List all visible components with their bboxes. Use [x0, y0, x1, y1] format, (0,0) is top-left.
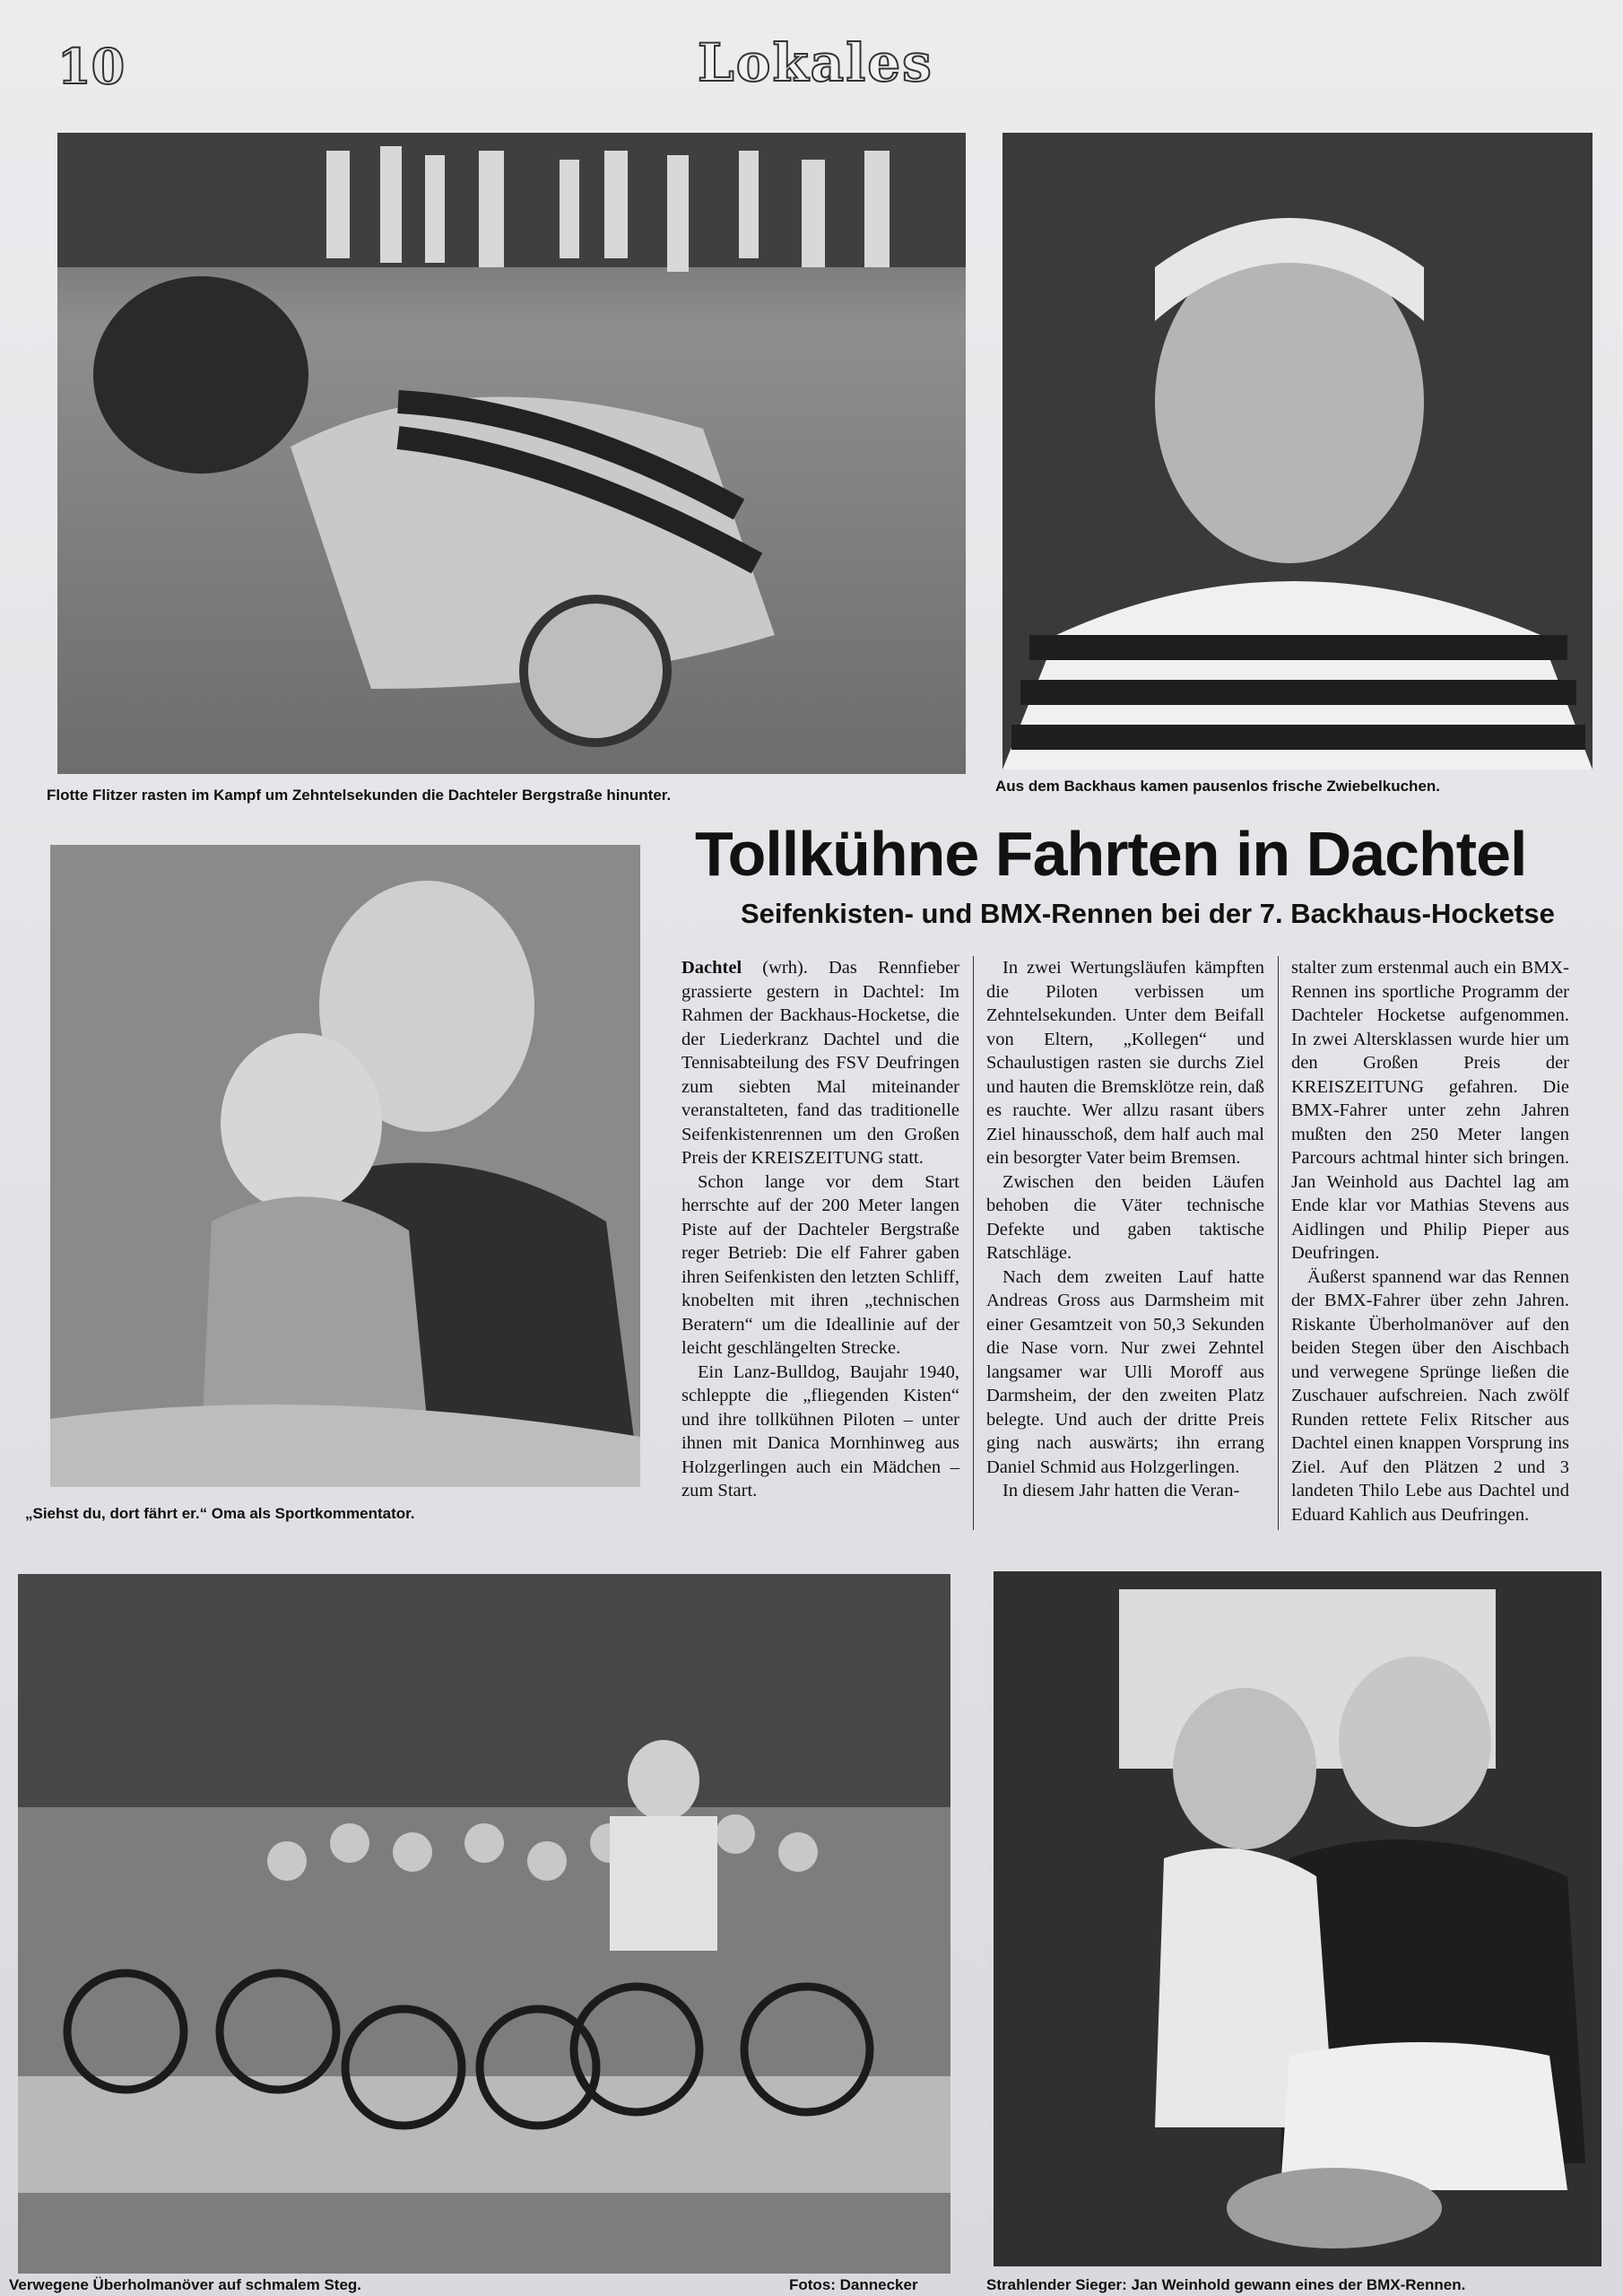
bmx-race-photo [18, 1574, 950, 2274]
article-column-3 [1291, 956, 1569, 1526]
article-col2-p4: In diesem Jahr hatten die Veran- [1002, 1481, 1240, 1500]
article-dateline: Dachtel [681, 958, 742, 978]
photo-credit: Fotos: Dannecker [789, 2276, 918, 2293]
article-col3-p2: Äußerst spannend war das Rennen der BMX-Fahrer über zehn Jahren. Riskante Überholmanöver auf den beiden Stegen über den Aischbach und verwegene Sprünge ließen die Zuschauer aufschreien. Nach zwölf Runden rettete Felix Ritscher aus Dachtel einen knappen Vorsprung ins Ziel. Auf den Plätzen 2 und 3 landeten Thilo Lebe aus Dachtel und Eduard Kahlich aus Deufringen. [1291, 1266, 1569, 1525]
article-col2-p1: In zwei Wertungsläufen kämpften die Piloten verbissen um Zehntelsekunden. Unter dem Beifall von Eltern, „Kollegen“ und Schaulustigen rasten sie durchs Ziel und hauten die Bremsklötze rein, daß es rauchte. Wer allzu rasant übers Ziel hinausschoß, dem half auch mal ein besorgter Vater beim Bremsen. [986, 958, 1264, 1168]
article-subheadline: Seifenkisten- und BMX-Rennen bei der 7. Backhaus-Hocketse [741, 898, 1555, 929]
boy-photo-caption: Aus dem Backhaus kamen pausenlos frische Zwiebelkuchen. [995, 778, 1441, 795]
column-rule-1 [973, 956, 974, 1530]
grandma-photo-caption: „Siehst du, dort fährt er.“ Oma als Sportkommentator. [25, 1505, 415, 1522]
boy-portrait-photo [1002, 133, 1593, 770]
winner-bakers-photo [994, 1571, 1601, 2266]
winner-photo-caption: Strahlender Sieger: Jan Weinhold gewann eines der BMX-Rennen. [986, 2276, 1466, 2293]
article-col2-p2: Zwischen den beiden Läufen behoben die Väter technische Defekte und gaben taktische Ratschläge. [986, 1171, 1264, 1263]
bmx-photo-caption: Verwegene Überholmanöver auf schmalem Steg. [9, 2276, 362, 2293]
article-headline: Tollkühne Fahrten in Dachtel [695, 819, 1527, 889]
article-col1-p3: Ein Lanz-Bulldog, Baujahr 1940, schleppte die „fliegenden Kisten“ und ihre tollkühnen Piloten – unter ihnen mit Danica Mornhinweg aus Holzgerlingen auch ein Mädchen – zum Start. [681, 1361, 959, 1500]
article-column-2 [986, 956, 1264, 1503]
article-col1-p1: (wrh). Das Rennfieber grassierte gestern in Dachtel: Im Rahmen der Backhaus-Hocketse, die der Liederkranz Dachtel und die Tennisabteilung des FSV Deufringen zum siebten Mal miteinander veranstalteten, fand das traditionelle Seifenkistenrennen um den Großen Preis der KREISZEITUNG statt. [681, 958, 960, 1168]
soapbox-race-photo [57, 133, 966, 774]
column-rule-2 [1278, 956, 1279, 1530]
page-number: 10 [57, 38, 126, 95]
article-col3-p1: stalter zum erstenmal auch ein BMX-Rennen ins sportliche Programm der Dachteler Hocketse aufgenommen. In zwei Altersklassen wurde hier um den Großen Preis der KREISZEITUNG gefahren. Die BMX-Fahrer unter zehn Jahren mußten den 250 Meter langen Parcours achtmal hinter sich bringen. Jan Weinhold aus Dachtel lag am Ende klar vor Mathias Stevens aus Aidlingen und Philip Pieper aus Deufringen. [1291, 958, 1569, 1263]
soapbox-photo-caption: Flotte Flitzer rasten im Kampf um Zehntelsekunden die Dachteler Bergstraße hinunter. [47, 787, 672, 804]
article-col1-p2: Schon lange vor dem Start herrschte auf der 200 Meter langen Piste auf der Dachteler Bergstraße reger Betrieb: Die elf Fahrer gaben ihren Seifenkisten den letzten Schliff, knobelten mit ihren „technischen Beratern“ um die Ideallinie auf der leicht geschlängelten Strecke. [681, 1171, 959, 1358]
article-column-1 [681, 956, 959, 1503]
section-title: Lokales [698, 32, 933, 93]
grandma-child-photo [50, 845, 640, 1487]
article-col2-p3: Nach dem zweiten Lauf hatte Andreas Gross aus Darmsheim mit einer Gesamtzeit von 50,3 Sekunden die Nase vorn. Nur zwei Zehntel langsamer war Ulli Moroff aus Darmsheim, der den zweiten Platz belegte. Und auch der dritte Preis ging nach auswärts; ihn errang Daniel Schmid aus Holzgerlingen. [986, 1266, 1264, 1477]
